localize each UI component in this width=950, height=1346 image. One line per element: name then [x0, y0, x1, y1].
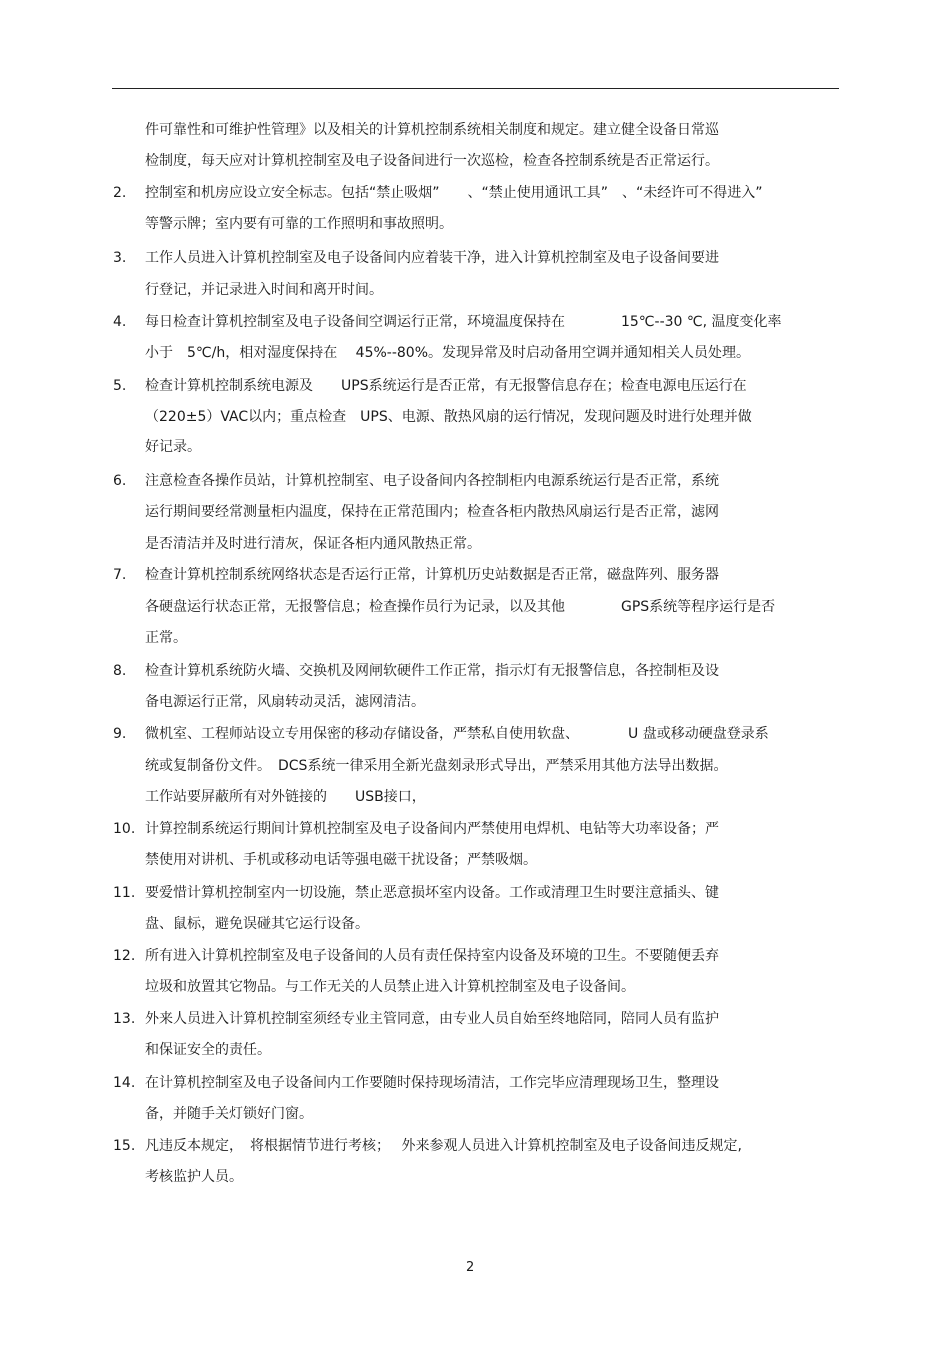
list-item-number: 15.	[113, 1138, 136, 1154]
list-item-line: 工作人员进入计算机控制室及电子设备间内应着装干净，进入计算机控制室及电子设备间要进	[145, 250, 719, 266]
list-item-line: 微机室、工程师站设立专用保密的移动存储设备，严禁私自使用软盘、 U 盘或移动硬盘登录系	[145, 726, 769, 742]
list-item-line: 小于 5℃/h，相对湿度保持在 45%--80%。发现异常及时启动备用空调并通知相关人员处理。	[145, 345, 751, 361]
list-item-line: 备，并随手关灯锁好门窗。	[145, 1106, 313, 1122]
list-item-line: 正常。	[145, 630, 187, 646]
list-item-number: 13.	[113, 1011, 136, 1027]
list-item-line: 外来人员进入计算机控制室须经专业主管同意，由专业人员自始至终地陪同，陪同人员有监护	[145, 1011, 719, 1027]
list-item-number: 7.	[113, 567, 127, 583]
list-item-line: 在计算机控制室及电子设备间内工作要随时保持现场清洁，工作完毕应清理现场卫生，整理设	[145, 1075, 719, 1091]
continuation-line: 件可靠性和可维护性管理》以及相关的计算机控制系统相关制度和规定。建立健全设备日常巡	[145, 122, 719, 138]
page-number: 2	[466, 1260, 475, 1275]
list-item-number: 4.	[113, 314, 127, 330]
list-item-number: 9.	[113, 726, 127, 742]
list-item-line: 注意检查各操作员站，计算机控制室、电子设备间内各控制柜内电源系统运行是否正常，系统	[145, 473, 719, 489]
list-item-line: 检查计算机控制系统电源及 UPS系统运行是否正常，有无报警信息存在；检查电源电压运行在	[145, 378, 747, 394]
header-rule	[112, 88, 839, 89]
list-item-line: 控制室和机房应设立安全标志。包括“禁止吸烟” 、“禁止使用通讯工具” 、“未经许可不得进入”	[145, 185, 763, 201]
list-item-line: 检查计算机控制系统网络状态是否运行正常，计算机历史站数据是否正常，磁盘阵列、服务器	[145, 567, 719, 583]
list-item-number: 10.	[113, 821, 136, 837]
list-item-line: 计算控制系统运行期间计算机控制室及电子设备间内严禁使用电焊机、电钻等大功率设备；严	[145, 821, 719, 837]
list-item-line: 凡违反本规定， 将根据情节进行考核； 外来参观人员进入计算机控制室及电子设备间违反规定,	[145, 1138, 742, 1154]
list-item-number: 11.	[113, 885, 136, 901]
list-item-number: 8.	[113, 663, 127, 679]
list-item-line: 等警示牌；室内要有可靠的工作照明和事故照明。	[145, 216, 453, 232]
list-item-line: 禁使用对讲机、手机或移动电话等强电磁干扰设备；严禁吸烟。	[145, 852, 537, 868]
list-item-line: 每日检查计算机控制室及电子设备间空调运行正常，环境温度保持在 15℃--30 ℃, 温度变化率	[145, 314, 782, 330]
list-item-line: 检查计算机系统防火墙、交换机及网闸软硬件工作正常，指示灯有无报警信息，各控制柜及设	[145, 663, 719, 679]
list-item-number: 2.	[113, 185, 127, 201]
list-item-line: 行登记，并记录进入时间和离开时间。	[145, 282, 383, 298]
continuation-line: 检制度，每天应对计算机控制室及电子设备间进行一次巡检，检查各控制系统是否正常运行。	[145, 153, 719, 169]
list-item-line: （220±5）VAC以内；重点检查 UPS、电源、散热风扇的运行情况，发现问题及时进行处理并做	[145, 409, 752, 425]
list-item-line: 和保证安全的责任。	[145, 1042, 271, 1058]
list-item-number: 12.	[113, 948, 136, 964]
list-item-number: 14.	[113, 1075, 136, 1091]
list-item-line: 盘、鼠标，避免误碰其它运行设备。	[145, 916, 369, 932]
list-item-line: 垃圾和放置其它物品。与工作无关的人员禁止进入计算机控制室及电子设备间。	[145, 979, 635, 995]
list-item-line: 考核监护人员。	[145, 1169, 243, 1185]
list-item-line: 是否清洁并及时进行清灰，保证各柜内通风散热正常。	[145, 536, 481, 552]
list-item-line: 各硬盘运行状态正常，无报警信息；检查操作员行为记录，以及其他 GPS系统等程序运行是否	[145, 599, 776, 615]
list-item-line: 工作站要屏蔽所有对外链接的 USB接口，	[145, 789, 426, 805]
list-item-line: 所有进入计算机控制室及电子设备间的人员有责任保持室内设备及环境的卫生。不要随便丢弃	[145, 948, 719, 964]
list-item-line: 要爱惜计算机控制室内一切设施，禁止恶意损坏室内设备。工作或清理卫生时要注意插头、键	[145, 885, 719, 901]
list-item-line: 好记录。	[145, 439, 201, 455]
list-item-number: 3.	[113, 250, 127, 266]
list-item-line: 运行期间要经常测量柜内温度，保持在正常范围内；检查各柜内散热风扇运行是否正常，滤网	[145, 504, 719, 520]
list-item-line: 统或复制备份文件。 DCS系统一律采用全新光盘刻录形式导出，严禁采用其他方法导出数据。	[145, 758, 728, 774]
list-item-line: 备电源运行正常，风扇转动灵活，滤网清洁。	[145, 694, 425, 710]
list-item-number: 5.	[113, 378, 127, 394]
list-item-number: 6.	[113, 473, 127, 489]
